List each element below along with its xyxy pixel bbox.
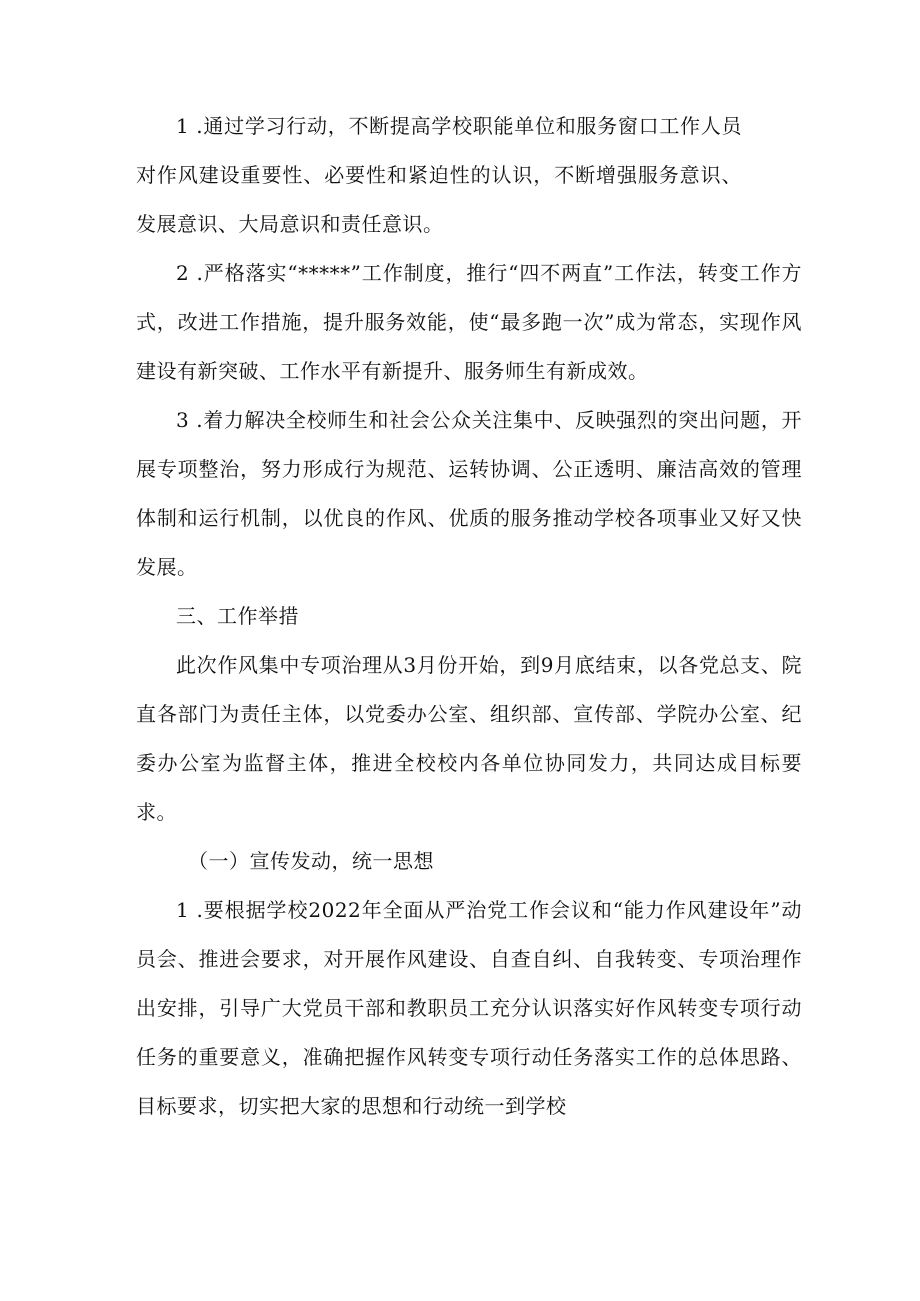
paragraph-item-3: 3 .着力解决全校师生和社会公众关注集中、反映强烈的突出问题，开展专项整治，努力形成行为规范、运转协调、公正透明、廉洁高效的管理体制和运行机制，以优良的作风、优质的服务推动学校各项事业又好又快发展。 <box>136 408 802 579</box>
subsection-heading-3-1: （一）宣传发动，统一思想 <box>188 849 434 873</box>
paragraph-body-measures: 此次作风集中专项治理从3月份开始，到9月底结束，以各党总支、院直各部门为责任主体，以党委办公室、组织部、宣传部、学院办公室、纪委办公室为监督主体，推进全校校内各单位协同发力，共同达成目标要求。 <box>136 653 802 824</box>
paragraph-item-2: 2 .严格落实“*****”工作制度，推行“四不两直”工作法，转变工作方式，改进工作措施，提升服务效能，使“最多跑一次”成为常态，实现作风建设有新突破、工作水平有新提升、服务师生有新成效。 <box>136 261 802 383</box>
paragraph-item-1: 1 .通过学习行动，不断提高学校职能单位和服务窗口工作人员对作风建设重要性、必要性和紧迫性的认识，不断增强服务意识、发展意识、大局意识和责任意识。 <box>136 114 742 236</box>
section-heading-3: 三、工作举措 <box>176 604 299 628</box>
paragraph-item-3-1-1: 1 .要根据学校2022年全面从严治党工作会议和“能力作风建设年”动员会、推进会要求，对开展作风建设、自查自纠、自我转变、专项治理作出安排，引导广大党员干部和教职员工充分认识落实好作风转变专项行动任务的重要意义，准确把握作风转变专项行动任务落实工作的总体思路、目标要求，切实把大家的思想和行动统一到学校 <box>136 898 802 1118</box>
